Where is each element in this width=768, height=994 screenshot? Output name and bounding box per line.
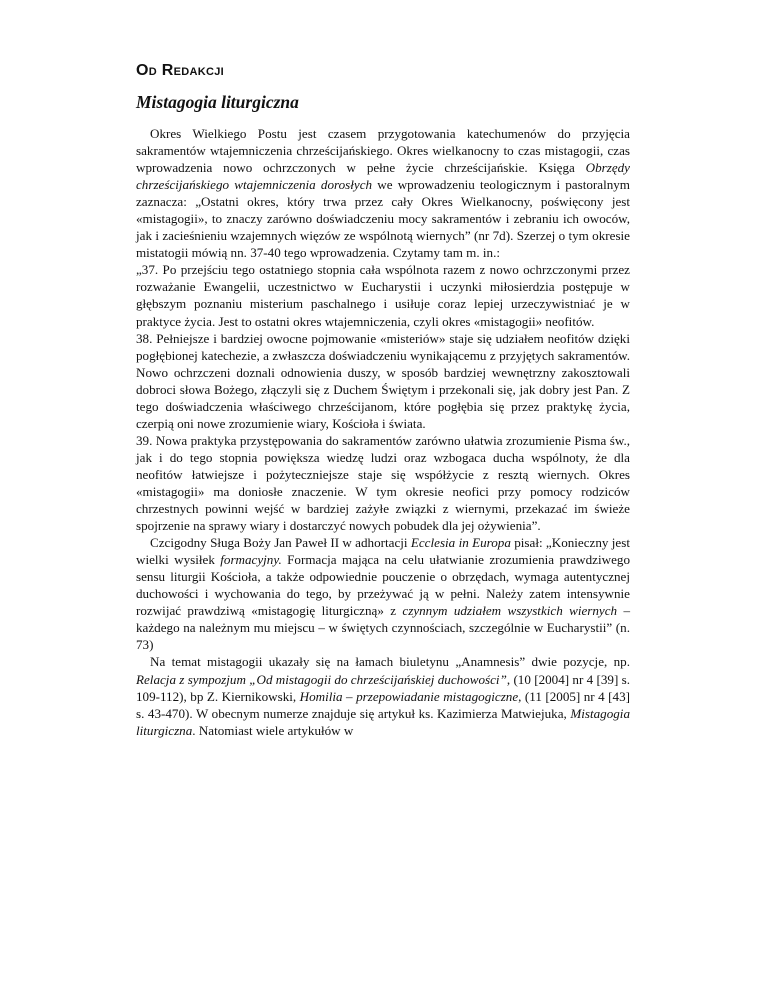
- quote-paragraph-38: 38. Pełniejsze i bardziej owocne pojmowanie «misteriów» staje się udziałem neofitów dzięki pogłębionej katechezie, a zwłaszcza doświadczeniu wynikającemu z przyjętych sakramentów. Nowo ochrzczeni doznali odnowienia duszy, w sposób bardziej wewnętrzny zakosztowali dobroci słowa Bożego, złączyli się z Duchem Świętym i przekonali się, jak dobry jest Pan. Z tego doświadczenia właściwego chrześcijanom, które pogłębia się przez praktykę życia, czerpią oni nowe zrozumienie wiary, Kościoła i świata.: [136, 330, 630, 431]
- article-body: [136, 125, 630, 739]
- text-run: . Natomiast wiele artykułów w: [192, 722, 354, 738]
- text-run: – każdego na należnym mu miejscu – w świętych czynnościach, szczególnie w Eucharystii” (n. 73): [136, 603, 631, 653]
- text-run: pisał: „Konieczny jest wielki wysiłek: [136, 535, 630, 568]
- article-reference: Mistagogia liturgiczna: [136, 705, 630, 738]
- article-reference: Relacja z sympozjum „Od mistagogii do chrześcijańskiej duchowości”: [136, 671, 507, 687]
- text-run: Okres Wielkiego Postu jest czasem przygotowania katechumenów do przyjęcia sakramentów wtajemniczenia chrześcijańskiego. Okres wielkanocny to czas mistagogii, czas wprowadzenia nowo ochrzczonych w pełne życie chrześcijańskie. Księga: [136, 126, 630, 176]
- paragraph-bulletin: [136, 653, 630, 738]
- text-run: Formacja mająca na celu ułatwianie zrozumienia prawdziwego sensu liturgii Kościoła, a także odpowiednie pouczenie o obrzędach, wymaga autentycznej duchowości i wychowania do tego, by przeżywać ją w pełni. Należy zatem intensywnie rozwijać prawdziwą «mistagogię liturgiczną» z: [136, 552, 630, 619]
- page: [136, 55, 630, 739]
- text-run: Na temat mistagogii ukazały się na łamach biuletynu „Anamnesis” dwie pozycje, np.: [150, 654, 630, 670]
- emphasis: formacyjny.: [220, 552, 282, 568]
- section-header: Od Redakcji: [136, 62, 224, 79]
- quote-paragraph-37: „37. Po przejściu tego ostatniego stopnia cała wspólnota razem z nowo ochrzczonymi przez rozważanie Ewangelii, uczestnictwo w Eucharystii i uczynki miłosierdzia postępuje w głębszym poznaniu misterium paschalnego i usiłuje coraz lepiej urzeczywistniać je w praktyce życia. Jest to ostatni okres wtajemniczenia, czyli okres «mistagogii» neofitów.: [136, 262, 630, 329]
- text-run: we wprowadzeniu teologicznym i pastoralnym zaznacza: „Ostatni okres, który trwa przez cały Okres Wielkanocny, poświęcony jest «mistagogii», to znaczy zarówno doświadczeniu mocy sakramentów i zebraniu ich owoców, jak i zacieśnieniu wzajemnych więzów ze wspólnotą wiernych” (nr 7d). Szerzej o tym okresie mistatogii mówią nn. 37-40 tego wprowadzenia. Czytamy tam m. in.:: [136, 177, 630, 261]
- text-run: , (10 [2004] nr 4 [39] s. 109-112), bp Z. Kiernikowski,: [136, 671, 630, 704]
- paragraph-intro: [136, 125, 630, 261]
- article-title: Mistagogia liturgiczna: [136, 92, 299, 112]
- emphasis: czynnym udziałem wszystkich wiernych: [402, 603, 618, 619]
- article-reference: Homilia – przepowiadanie mistagogiczne: [299, 688, 519, 704]
- text-run: , (11 [2005] nr 4 [43] s. 43-470). W obecnym numerze znajduje się artykuł ks. Kazimierza Matwiejuka,: [136, 688, 630, 721]
- book-title: Obrzędy chrześcijańskiego wtajemniczenia dorosłych: [136, 160, 630, 193]
- paragraph-adhortation: [136, 534, 630, 653]
- document-title: Ecclesia in Europa: [410, 535, 511, 551]
- quote-paragraph-39: 39. Nowa praktyka przystępowania do sakramentów zarówno ułatwia zrozumienie Pisma św., jak i do tego stopnia powiększa wiedzę ludzi oraz wzbogaca ducha wspólnoty, że dla neofitów łatwiejsze i pożyteczniejsze staje się współżycie z resztą wiernych. Okres «mistagogii» ma doniosłe znaczenie. W tym okresie neofici przy pomocy rodziców chrzestnych powinni wejść w bardziej zażyłe związki z wiernymi, przekazać im świeże spojrzenie na sprawy wiary i dostarczyć nowych pobudek dla jej ożywienia”.: [136, 432, 630, 534]
- text-run: Czcigodny Sługa Boży Jan Paweł II w adhortacji: [150, 535, 411, 551]
